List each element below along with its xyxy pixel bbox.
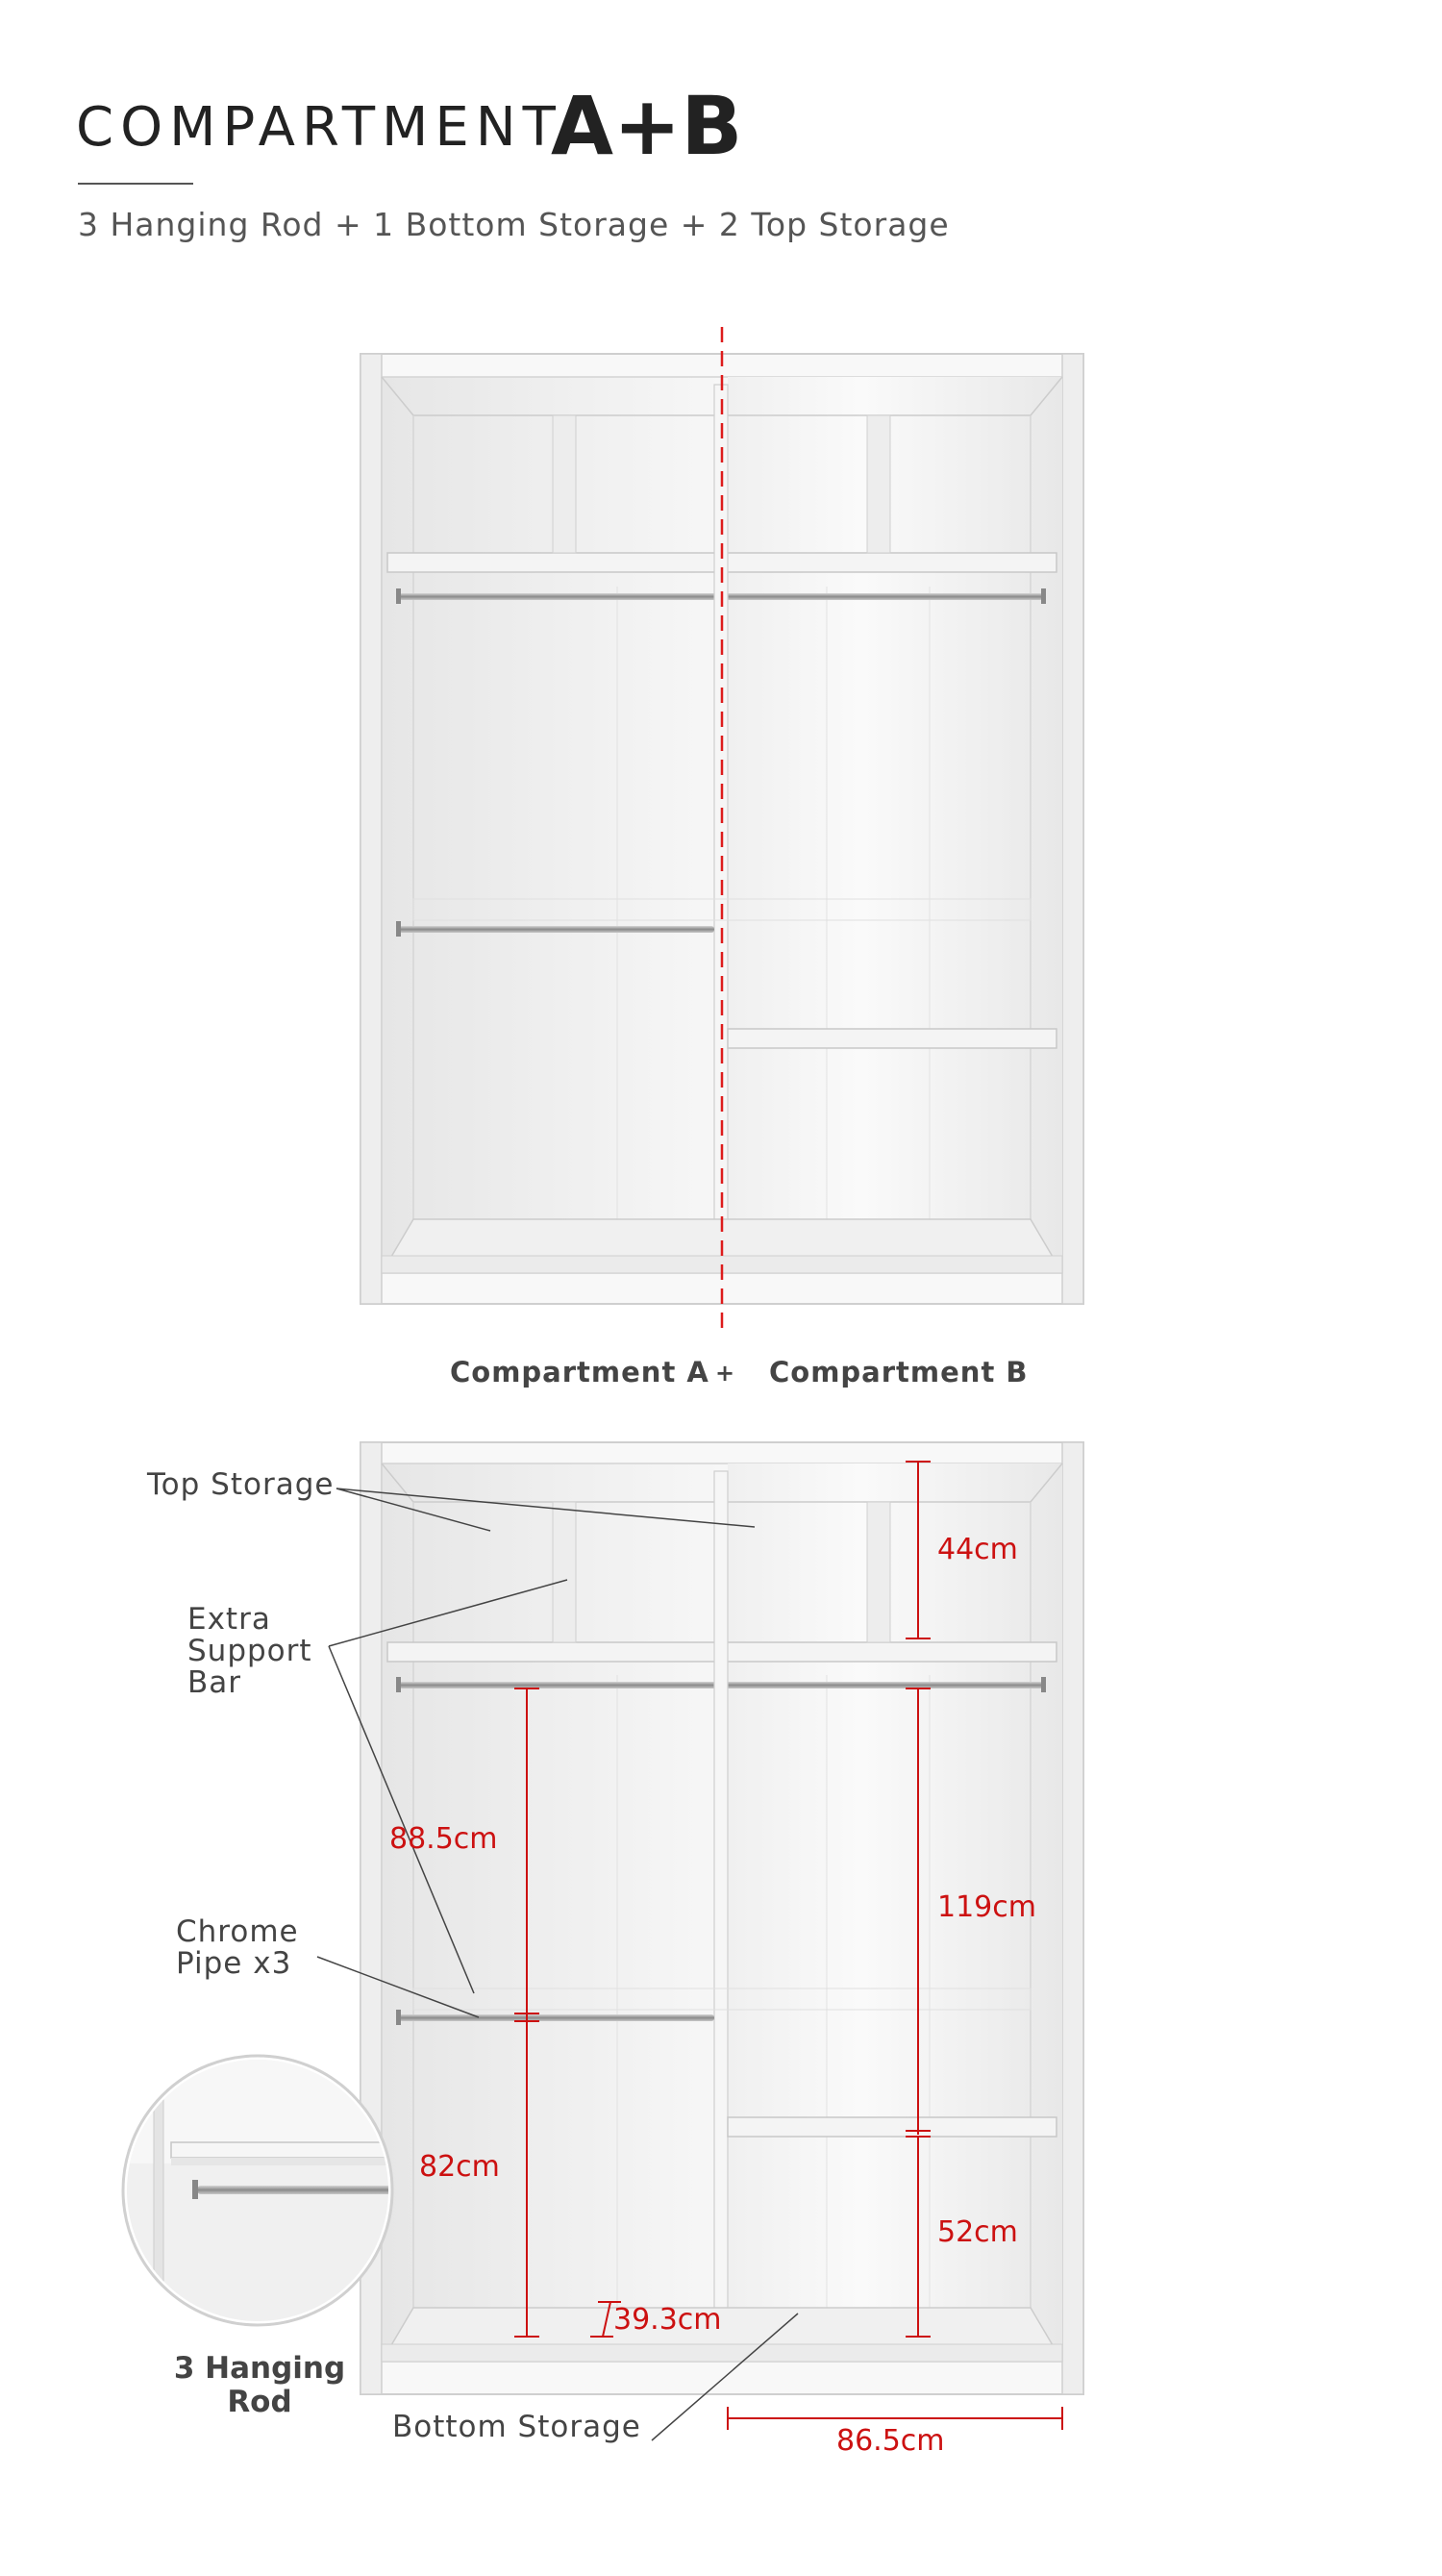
label-hanging-rod bbox=[125, 2352, 394, 2419]
label-line: Rod bbox=[227, 2385, 292, 2419]
label-line: 3 Hanging bbox=[173, 2351, 346, 2386]
caption-compartment-b: Compartment B bbox=[769, 1356, 1029, 1388]
label-line: Bar bbox=[187, 1665, 242, 1700]
page-subtitle: 3 Hanging Rod + 1 Bottom Storage + 2 Top Storage bbox=[78, 206, 950, 243]
label-line: Support bbox=[187, 1634, 312, 1668]
caption-plus: + bbox=[715, 1360, 736, 1387]
label-line: Extra bbox=[187, 1602, 271, 1637]
dim-left-upper-hanging: 88.5cm bbox=[389, 1822, 498, 1856]
dim-bottom-storage: 39.3cm bbox=[613, 2303, 722, 2337]
label-bottom-storage: Bottom Storage bbox=[392, 2410, 641, 2444]
dim-bottom-shelf: 52cm bbox=[937, 2215, 1018, 2249]
page-title: COMPARTMENT bbox=[76, 96, 562, 159]
dim-compartment-width: 86.5cm bbox=[836, 2424, 945, 2458]
page-title-bold: A+B bbox=[551, 79, 743, 173]
caption-compartment-a: Compartment A bbox=[450, 1356, 709, 1388]
label-line: Pipe x3 bbox=[176, 1946, 292, 1981]
dim-left-lower-hanging: 82cm bbox=[419, 2150, 500, 2184]
top-wardrobe bbox=[360, 327, 1083, 1333]
dim-top-storage: 44cm bbox=[937, 1533, 1018, 1566]
label-extra-support-bar bbox=[187, 1604, 312, 1699]
label-top-storage: Top Storage bbox=[147, 1467, 335, 1502]
label-chrome-pipe bbox=[176, 1916, 299, 1980]
dim-right-hanging: 119cm bbox=[937, 1890, 1036, 1924]
label-line: Chrome bbox=[176, 1914, 299, 1949]
